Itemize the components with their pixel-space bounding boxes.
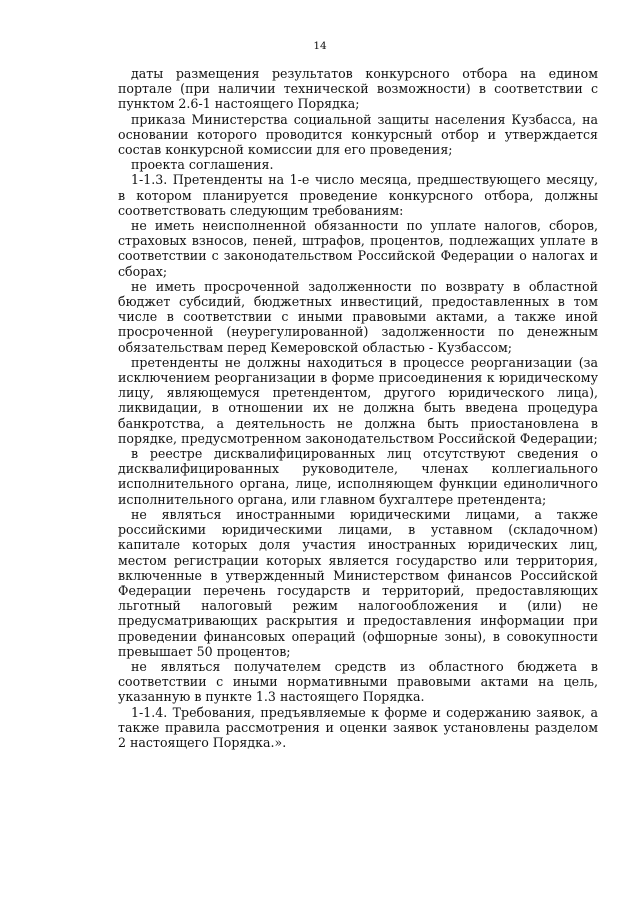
document-body: [118, 66, 598, 750]
paragraph-clause-1-1-4: 1-1.4. Требования, предъявляемые к форме и содержанию заявок, а также правила рассмотрения и оценки заявок установлены разделом 2 настоящего Порядка.».: [118, 704, 598, 750]
paragraph-disqualified-persons: в реестре дисквалифицированных лиц отсутствуют сведения о дисквалифицированных руководителе, членах коллегиального исполнительного органа, лице, исполняющем функции единоличного исполнительного органа, или главном бухгалтере претендента;: [118, 446, 598, 507]
page-number: 14: [313, 40, 327, 52]
paragraph-other-funds: не являться получателем средств из областного бюджета в соответствии с иными нормативными правовыми актами на цель, указанную в пункте 1.3 настоящего Порядка.: [118, 658, 598, 705]
paragraph-draft-agreement: проекта соглашения.: [131, 157, 274, 173]
paragraph-reorganization: претенденты не должны находиться в процессе реорганизации (за исключением реорганизации в форме присоединения к юридическому лицу, являющемуся претендентом, другого юридического лица), ликвидации, в отношении их не должна быть введена процедура банкротства, а деятельность не должна быть приостановлена в порядке, предусмотренном законодательством Российской Федерации;: [118, 354, 598, 446]
paragraph-clause-1-1-3: 1-1.3. Претенденты на 1-е число месяца, предшествующего месяцу, в котором планируется проведение конкурсного отбора, должны соответствовать следующим требованиям:: [118, 172, 598, 218]
paragraph-tax-obligations: не иметь неисполненной обязанности по уплате налогов, сборов, страховых взносов, пеней, штрафов, процентов, подлежащих уплате в соответствии с законодательством Российской Федерации о налогах и сборах;: [118, 218, 598, 279]
paragraph-ministry-order: приказа Министерства социальной защиты населения Кузбасса, на основании которого проводится конкурсный отбор и утверждается состав конкурсной комиссии для его проведения;: [118, 111, 598, 158]
paragraph-overdue-debt: не иметь просроченной задолженности по возврату в областной бюджет субсидий, бюджетных инвестиций, предоставленных в том числе в соответствии с иными правовыми актами, а также иной просроченной (неурегулированной) задолженности по денежным обязательствам перед Кемеровской областью - Кузбассом;: [118, 278, 598, 355]
paragraph-publication-dates: даты размещения результатов конкурсного отбора на едином портале (при наличии технической возможности) в соответствии с пунктом 2.6-1 настоящего Порядка;: [118, 66, 598, 112]
paragraph-foreign-entities: не являться иностранными юридическими лицами, а также российскими юридическими лицами, в уставном (складочном) капитале которых доля участия иностранных юридических лиц, местом регистрации которых является государство или территория, включенные в утвержденный Министерством финансов Российской Федерации перечень государств и территорий, предоставляющих льготный налоговый режим налогообложения и (или) не предусматривающих раскрытия и предоставления информации при проведении финансовых операций (офшорные зоны), в совокупности превышает 50 процентов;: [118, 506, 598, 659]
